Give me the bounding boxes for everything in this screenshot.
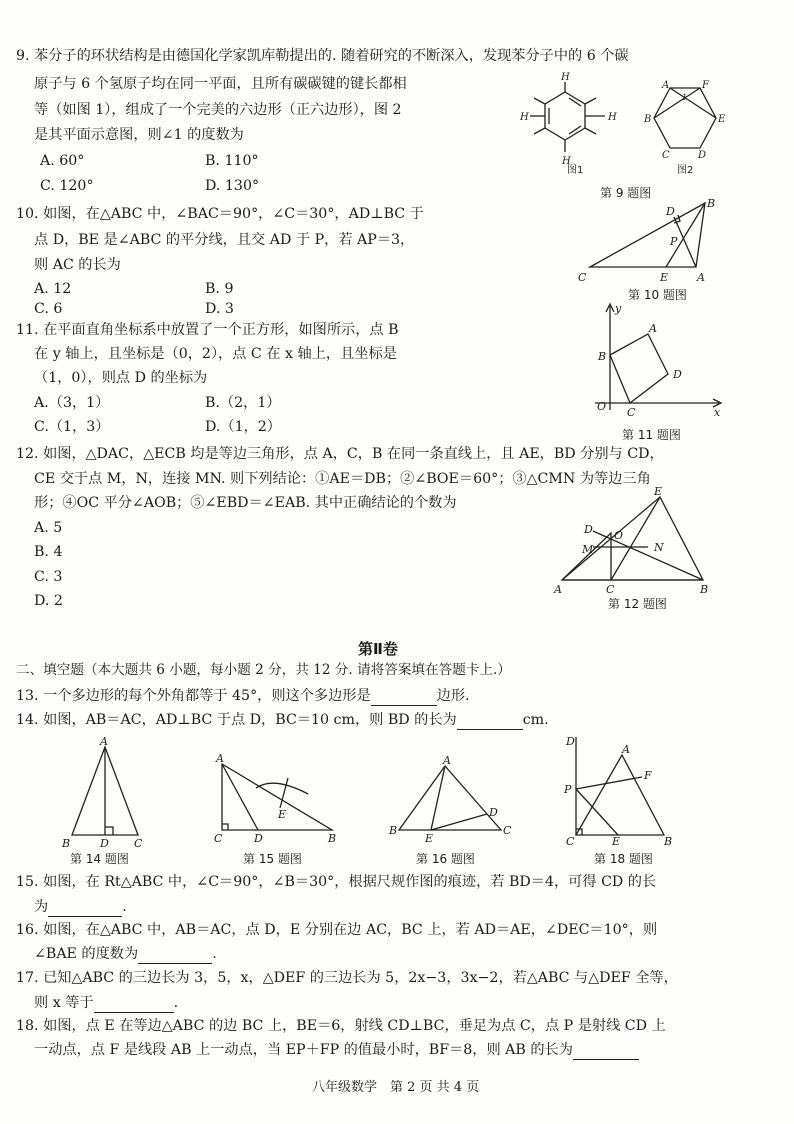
figure-12: [548, 485, 718, 595]
svg-text:E: E: [660, 271, 669, 284]
part2-title: 第Ⅱ卷: [358, 640, 398, 658]
fig1-label: 图1: [567, 165, 584, 176]
q9-option-a: A. 60°: [40, 153, 85, 169]
q18-text: 一动点，点 F 是线段 AB 上一动点，当 EP＋FP 的值最小时，BF＝8，则 AB 的长为: [34, 1042, 573, 1058]
svg-text:H: H: [562, 156, 571, 167]
svg-text:P: P: [670, 235, 678, 248]
svg-text:B: B: [664, 835, 673, 848]
q10-option-d: D. 3: [205, 301, 234, 317]
q11-option-c: C.（1，3）: [34, 419, 110, 435]
fig2-label: 图2: [677, 165, 694, 176]
fig18-caption: 第 18 题图: [594, 852, 653, 866]
q10-option-b: B. 9: [205, 281, 234, 297]
svg-text:C: C: [503, 824, 512, 837]
svg-text:D: D: [254, 832, 263, 845]
q9-option-d: D. 130°: [205, 178, 260, 194]
q14-text: 14. 如图，AB＝AC，AD⊥BC 于点 D，BC＝10 cm，则 BD 的长为: [16, 712, 457, 728]
q14: [16, 712, 549, 730]
q16-text: ∠BAE 的度数为: [34, 946, 139, 962]
svg-text:M: M: [582, 543, 594, 556]
q18-answer-blank[interactable]: [573, 1045, 639, 1060]
q10-option-a: A. 12: [34, 281, 72, 297]
svg-text:B: B: [707, 197, 716, 210]
svg-text:C: C: [662, 150, 670, 158]
q11-option-b: B.（2，1）: [205, 395, 281, 411]
svg-text:E: E: [654, 485, 663, 498]
svg-text:H: H: [608, 112, 617, 123]
q10-line1: 10. 如图，在△ABC 中，∠BAC＝90°，∠C＝30°，AD⊥BC 于: [16, 206, 424, 222]
svg-text:A: A: [662, 80, 670, 91]
q18-line1: 18. 如图，点 E 在等边△ABC 的边 BC 上，BE＝6，射线 CD⊥BC，垂足为点 C，点 P 是射线 CD 上: [16, 1018, 666, 1034]
svg-text:A: A: [443, 754, 451, 767]
q14-answer-blank[interactable]: [457, 715, 523, 730]
q15-answer-blank[interactable]: [48, 902, 122, 917]
svg-text:B: B: [644, 114, 652, 125]
q14-text-end: cm.: [522, 712, 549, 728]
hexagon-figure: [640, 78, 730, 158]
q13: [16, 688, 470, 706]
q12-line3: 形；④OC 平分∠AOB；⑤∠EBD＝∠EAB. 其中正确结论的个数为: [34, 495, 457, 511]
svg-text:x: x: [714, 406, 721, 419]
q9-option-b: B. 110°: [205, 153, 259, 169]
svg-text:D: D: [666, 205, 675, 218]
svg-text:D: D: [100, 837, 109, 850]
q16-answer-blank[interactable]: [138, 949, 212, 964]
svg-text:B: B: [598, 350, 607, 363]
figure-11: [585, 300, 725, 425]
svg-text:D: D: [698, 150, 707, 158]
svg-text:B: B: [62, 837, 71, 850]
q12-line2: CE 交于点 M，N，连接 MN. 则下列结论：①AE＝DB；②∠BOE＝60°；③△CMN 为等边三角: [34, 471, 651, 487]
q12-line1: 12. 如图，△DAC，△ECB 均是等边三角形，点 A，C，B 在同一条直线上，且 AE，BD 分别与 CD，: [16, 446, 664, 462]
svg-text:E: E: [425, 832, 434, 842]
svg-text:B: B: [700, 583, 709, 595]
svg-text:C: C: [566, 835, 575, 848]
q16-line2: ∠BAE 的度数为 .: [34, 946, 217, 962]
q11-line1: 11. 在平面直角坐标系中放置了一个正方形，如图所示，点 B: [16, 322, 399, 338]
q12-option-d: D. 2: [34, 593, 63, 609]
svg-text:1: 1: [682, 93, 688, 102]
benzene-figure: [520, 70, 640, 180]
svg-text:N: N: [654, 541, 664, 554]
figure-16: [385, 752, 515, 842]
section-heading: 二、填空题（本大题共 6 小题，每小题 2 分，共 12 分. 请将答案填在答题卡上.）: [16, 662, 511, 678]
q11-line3: （1，0），则点 D 的坐标为: [34, 370, 208, 386]
svg-text:B: B: [389, 824, 398, 837]
q15-line1: 15. 如图，在 Rt△ABC 中，∠C＝90°，∠B＝30°，根据尺规作图的痕迹，若 BD＝4，可得 CD 的长: [16, 874, 657, 890]
fig11-caption: 第 11 题图: [622, 428, 681, 442]
q13-text: 13. 一个多边形的每个外角都等于 45°，则这个多边形是: [16, 688, 371, 704]
svg-text:D: D: [673, 368, 682, 381]
q13-answer-blank[interactable]: [371, 691, 437, 706]
svg-text:F: F: [702, 80, 709, 91]
svg-text:A: A: [554, 583, 562, 595]
q10-line2: 点 D，BE 是∠ABC 的平分线，且交 AD 于 P，若 AP＝3，: [34, 232, 415, 248]
svg-text:H: H: [561, 72, 570, 83]
fig15-caption: 第 15 题图: [243, 852, 302, 866]
svg-text:P: P: [564, 783, 572, 796]
fig14-caption: 第 14 题图: [70, 852, 129, 866]
q9-line1: 9. 苯分子的环状结构是由德国化学家凯库勒提出的. 随着研究的不断深入，发现苯分子中的 6 个碳: [16, 48, 629, 64]
q16-line1: 16. 如图，在△ABC 中，AB＝AC，点 D，E 分别在边 AC，BC 上，若 AD＝AE，∠DEC＝10°，则: [16, 922, 658, 938]
svg-text:E: E: [718, 114, 726, 125]
q17-line2: 则 x 等于 .: [34, 995, 179, 1011]
q11-line2: 在 y 轴上，且坐标是（0，2），点 C 在 x 轴上，且坐标是: [34, 346, 397, 362]
svg-text:D: D: [584, 523, 593, 536]
svg-text:B: B: [328, 832, 337, 845]
svg-text:A: A: [649, 322, 657, 335]
q11-option-d: D.（1，2）: [205, 419, 281, 435]
svg-text:D: D: [489, 806, 498, 819]
svg-text:A: A: [100, 735, 108, 748]
svg-text:y: y: [615, 302, 622, 315]
q17-text: 则 x 等于: [34, 995, 94, 1011]
q12-option-c: C. 3: [34, 569, 63, 585]
q12-option-a: A. 5: [34, 520, 63, 536]
page-footer: 八年级数学 第 2 页 共 4 页: [312, 1080, 480, 1095]
figure-10: [570, 193, 720, 288]
svg-text:E: E: [612, 835, 621, 848]
q11-option-a: A.（3，1）: [34, 395, 110, 411]
svg-text:C: C: [627, 406, 636, 419]
q9-line3: 等（如图 1），组成了一个完美的六边形（正六边形），图 2: [34, 102, 402, 118]
q12-option-b: B. 4: [34, 544, 63, 560]
fig10-caption: 第 10 题图: [628, 288, 687, 302]
fig16-caption: 第 16 题图: [416, 852, 475, 866]
q17-line1: 17. 已知△ABC 的三边长为 3，5，x，△DEF 的三边长为 5，2x−3，3x−2，若△ABC 与△DEF 全等，: [16, 970, 678, 986]
svg-text:A: A: [622, 743, 630, 756]
q10-option-c: C. 6: [34, 301, 63, 317]
q17-answer-blank[interactable]: [94, 998, 174, 1013]
figure-14: [60, 735, 150, 850]
svg-text:A: A: [216, 752, 224, 765]
q13-text-end: 边形.: [436, 688, 470, 704]
q10-line3: 则 AC 的长为: [34, 257, 121, 273]
svg-text:C: C: [214, 832, 223, 845]
q9-line2: 原子与 6 个氢原子均在同一平面，且所有碳碳键的键长都相: [34, 76, 407, 92]
svg-text:O: O: [597, 400, 607, 413]
svg-text:C: C: [606, 583, 615, 595]
fig9-caption: 第 9 题图: [600, 186, 652, 200]
q18-line2: [34, 1042, 639, 1060]
svg-text:A: A: [697, 271, 705, 284]
svg-text:H: H: [520, 112, 529, 123]
svg-text:O: O: [614, 529, 624, 542]
fig12-caption: 第 12 题图: [608, 597, 667, 611]
svg-text:C: C: [134, 837, 143, 850]
q15-text: 为: [34, 899, 49, 915]
svg-text:D: D: [566, 735, 575, 748]
figure-15: [208, 752, 338, 847]
q9-line4: 是其平面示意图，则∠1 的度数为: [34, 127, 244, 143]
svg-text:F: F: [644, 769, 652, 782]
figure-18: [560, 733, 690, 848]
q15-line2: 为 .: [34, 899, 127, 915]
svg-text:E: E: [278, 808, 287, 821]
svg-text:C: C: [578, 271, 587, 284]
q9-option-c: C. 120°: [40, 178, 94, 194]
